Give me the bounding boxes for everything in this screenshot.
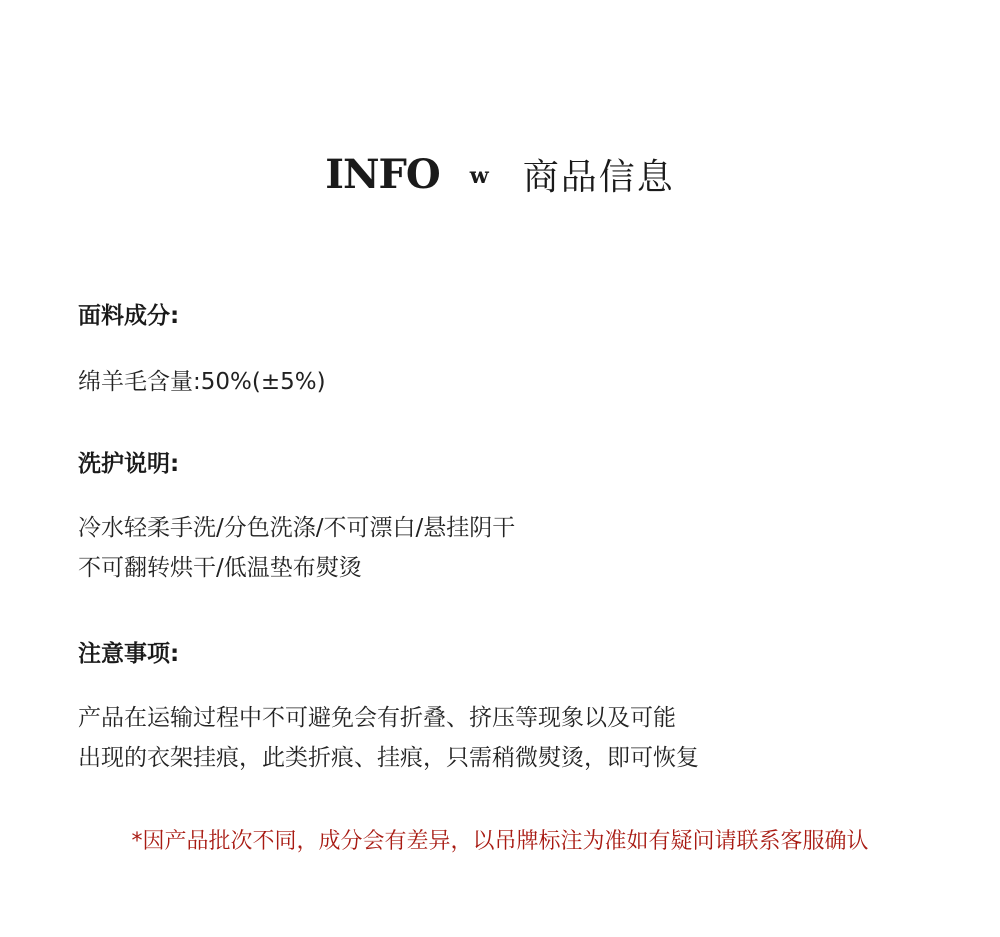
notice-heading: 注意事项: [78,641,180,667]
notice-line-2: 出现的衣架挂痕，此类折痕、挂痕，只需稍微熨烫，即可恢复 [78,745,699,771]
care-line-1: 冷水轻柔手洗/分色洗涤/不可漂白/悬挂阴干 [78,515,516,541]
care-heading: 洗护说明: [78,451,180,477]
brand-mark: w [469,163,489,189]
page-header [0,148,1000,200]
care-section [78,448,958,588]
title-en: INFO [325,150,440,198]
fabric-section [78,300,958,402]
fabric-line-1: 绵羊毛含量:50%(±5%) [78,369,326,395]
care-line-2: 不可翻转烘干/低温垫布熨烫 [78,555,362,581]
notice-section [78,638,958,778]
title-cn: 商品信息 [522,156,675,198]
notice-line-1: 产品在运输过程中不可避免会有折叠、挤压等现象以及可能 [78,705,676,731]
fabric-heading: 面料成分: [78,303,180,329]
footnote: *因产品批次不同，成分会有差异，以吊牌标注为准如有疑问请联系客服确认 [131,829,869,854]
